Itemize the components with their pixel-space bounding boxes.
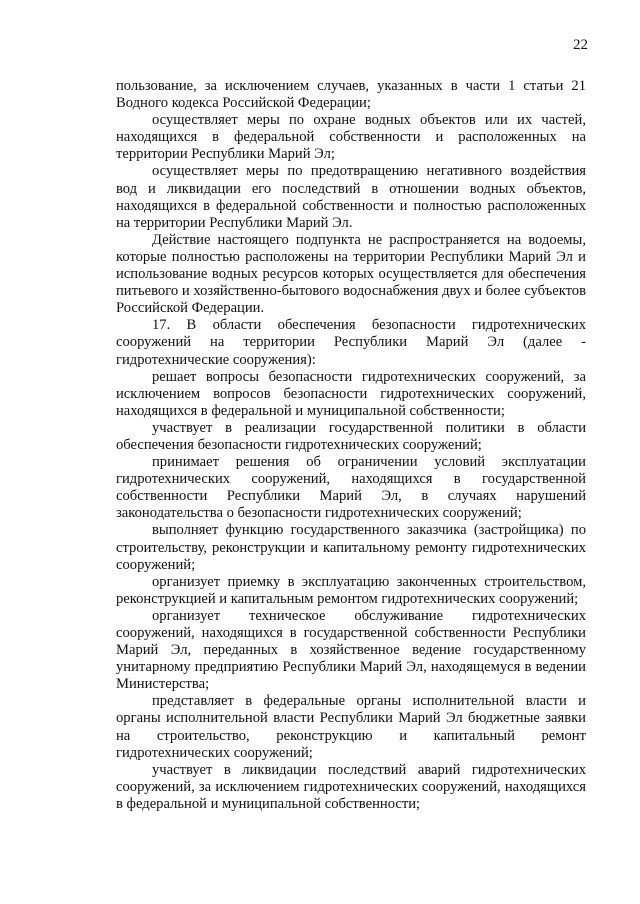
paragraph-8: принимает решения об ограничении условий эксплуатации гидротехнических сооружений, находящихся в государственной собственности Республики Марий Эл, в случаях нарушений законодательства о безопасности гидротехнических сооружений; [116, 454, 586, 522]
paragraph-10: организует приемку в эксплуатацию законченных строительством, реконструкцией и капитальным ремонтом гидротехнических сооружений; [116, 573, 586, 607]
paragraph-7: участвует в реализации государственной политики в области обеспечения безопасности гидротехнических сооружений; [116, 419, 586, 453]
paragraph-12: представляет в федеральные органы исполнительной власти и органы исполнительной власти Республики Марий Эл бюджетные заявки на строительство, реконструкцию и капитальный ремонт гидротехнических сооружений; [116, 693, 586, 761]
paragraph-3: осуществляет меры по предотвращению негативного воздействия вод и ликвидации его последствий в отношении водных объектов, находящихся в федеральной собственности и полностью расположенных на территории Республики Марий Эл. [116, 163, 586, 231]
paragraph-2: осуществляет меры по охране водных объектов или их частей, находящихся в федеральной собственности и расположенных на территории Республики Марий Эл; [116, 112, 586, 163]
paragraph-9: выполняет функцию государственного заказчика (застройщика) по строительству, реконструкции и капитальному ремонту гидротехнических сооружений; [116, 522, 586, 573]
paragraph-11: организует техническое обслуживание гидротехнических сооружений, находящихся в государственной собственности Республики Марий Эл, переданных в хозяйственное ведение государственному унитарному предприятию Республики Марий Эл, находящемуся в ведении Министерства; [116, 607, 586, 693]
paragraph-4: Действие настоящего подпункта не распространяется на водоемы, которые полностью расположены на территории Республики Марий Эл и использование водных ресурсов которых осуществляется для обеспечения питьевого и хозяйственно-бытового водоснабжения двух и более субъектов Российской Федерации. [116, 231, 586, 317]
paragraph-5-section-17: 17. В области обеспечения безопасности гидротехнических сооружений на территории Республики Марий Эл (далее - гидротехнические сооружения): [116, 317, 586, 368]
paragraph-1: пользование, за исключением случаев, указанных в части 1 статьи 21 Водного кодекса Российской Федерации; [116, 78, 586, 112]
paragraph-13: участвует в ликвидации последствий аварий гидротехнических сооружений, за исключением гидротехнических сооружений, находящихся в федеральной и муниципальной собственности; [116, 761, 586, 812]
paragraph-6: решает вопросы безопасности гидротехнических сооружений, за исключением вопросов безопасности гидротехнических сооружений, находящихся в федеральной и муниципальной собственности; [116, 368, 586, 419]
page-number: 22 [573, 37, 588, 53]
document-body [116, 78, 586, 813]
